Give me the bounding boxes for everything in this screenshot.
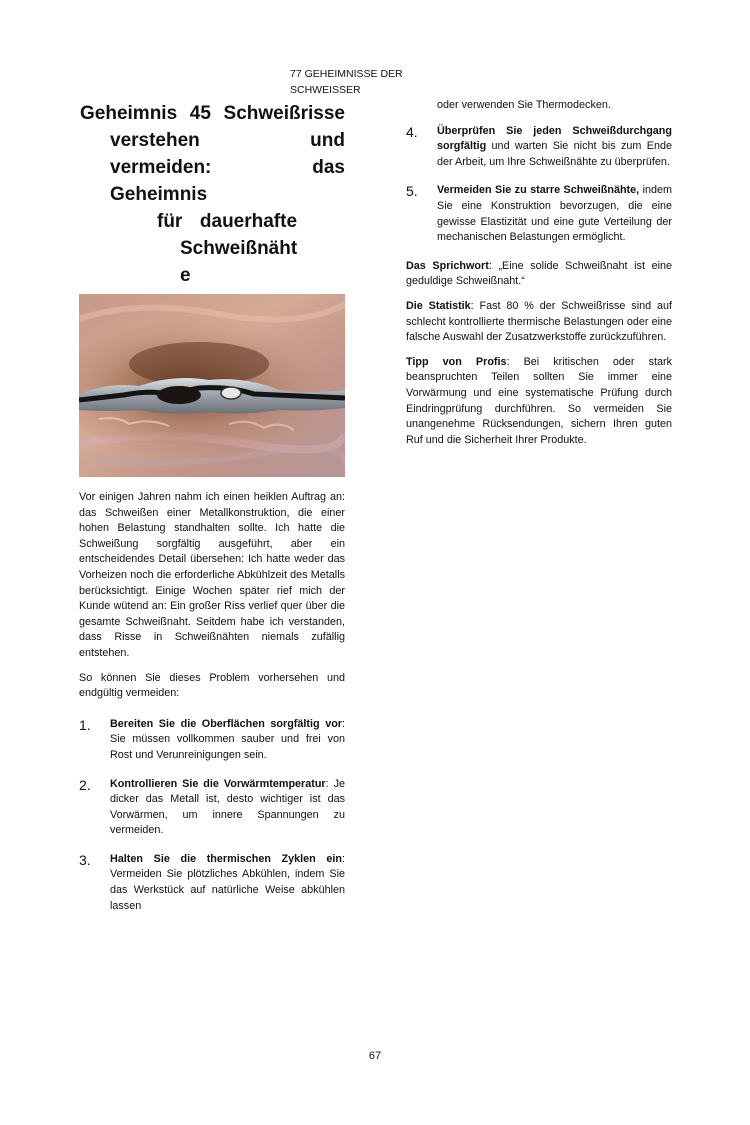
weld-crack-photo [79, 294, 345, 477]
list-item [79, 852, 345, 914]
title-word: Schweißrisse [223, 103, 345, 124]
pro-tip-paragraph [406, 355, 672, 449]
left-column [79, 490, 345, 927]
pro-tip-text: : Bei kritischen oder stark beanspruchten Teilen sollten Sie immer eine Vorwärmung und eine systematische Prüfung durch Eindringprüfung durchführen. So vermeiden Sie unangenehme Rücksendungen, sichern Ihren guten Ruf und die Sicherheit Ihrer Produkte. [406, 355, 672, 446]
intro-paragraph: Vor einigen Jahren nahm ich einen heiklen Auftrag an: das Schweißen einer Metallkonstruktion, die einer hohen Belastung standhalten sollte. Ich hatte die Schweißung sorgfältig ausgeführt, aber ein entscheidendes Detail übersehen: Ich hatte weder das Vorheizen noch die erforderliche Abkühlzeit des Metalls berücksichtigt. Einige Wochen später rief mich der Kunde wütend an: Ein großer Riss verlief quer über die gesamte Schweißnaht. Seitdem habe ich verstanden, dass Risse in Schweißnähten niemals zufällig entstehen. [79, 491, 345, 659]
statistic-text: : Fast 80 % der Schweißrisse sind auf schlecht kontrollierte thermische Belastungen oder eine falsche Auswahl der Zusatzwerkstoffe zurückzuführen. [406, 299, 672, 344]
pro-tip-label: Tipp von Profis [406, 355, 507, 368]
proverb-paragraph [406, 259, 672, 290]
list-item [406, 124, 672, 171]
page-number: 67 [368, 1050, 382, 1062]
intro-lead-in: So können Sie dieses Problem vorhersehen und endgültig vermeiden: [79, 671, 345, 700]
list-number: 4. [406, 123, 418, 140]
title-line [80, 262, 345, 289]
right-column [406, 98, 672, 457]
list-number: 5. [406, 183, 418, 200]
list-item-title: Kontrollieren Sie die Vorwärmtemperatur [110, 777, 326, 790]
title-line [80, 127, 345, 154]
list-item [79, 717, 345, 764]
title-word: Geheimnis [110, 184, 208, 205]
list-number: 1. [79, 716, 91, 733]
title-word: 45 [189, 103, 211, 124]
title-word: und [310, 130, 345, 151]
list-item [79, 777, 345, 839]
title-line [80, 154, 345, 181]
proverb-label: Das Sprichwort [406, 259, 489, 272]
list-item-title: Halten Sie die thermischen Zyklen ein [110, 852, 342, 865]
title-word: verstehen [110, 130, 200, 151]
list-item-text: indem Sie eine Konstruktion bevorzugen, die eine gewisse Elastizität und eine gute Verteilung der mechanischen Belastungen ermöglicht. [437, 184, 672, 244]
statistic-paragraph [406, 299, 672, 346]
title-word: e [180, 265, 191, 286]
list-number: 3. [79, 851, 91, 868]
statistic-label: Die Statistik [406, 299, 471, 312]
title-line [80, 208, 345, 235]
list-item-text: : Je dicker das Metall ist, desto wichtiger ist das Vorwärmen, um innere Spannungen zu vermeiden. [110, 777, 345, 837]
list-item-text: : Vermeiden Sie plötzliches Abkühlen, indem Sie das Werkstück auf natürliche Weise abkühlen lassen [110, 852, 345, 912]
list-item [406, 183, 672, 245]
list-item-title: Überprüfen Sie jeden Schweißdurchgang sorgfältig [437, 124, 672, 153]
title-word: dauerhafte [199, 211, 298, 232]
title-word: vermeiden: [110, 157, 212, 178]
title-line [80, 235, 345, 262]
running-header: 77 GEHEIMNISSE DER SCHWEISSER [290, 68, 403, 96]
weld-crack-image [79, 294, 345, 477]
title-line [80, 181, 345, 208]
list-item-text: : Sie müssen vollkommen sauber und frei von Rost und Verunreinigungen sein. [110, 717, 345, 761]
title-word: Geheimnis [80, 103, 178, 124]
title-word: für [157, 211, 183, 232]
list-number: 2. [79, 776, 91, 793]
list-item-continuation: oder verwenden Sie Thermodecken. [437, 99, 611, 111]
list-item-text: und warten Sie nicht bis zum Ende der Arbeit, um Ihre Schweißnähte zu überprüfen. [437, 140, 672, 168]
title-line [80, 100, 345, 127]
chapter-title [80, 100, 345, 289]
title-word: das [312, 157, 345, 178]
title-word: Schweißnäht [180, 238, 298, 259]
list-item-title: Vermeiden Sie zu starre Schweißnähte, [437, 184, 640, 197]
list-item-title: Bereiten Sie die Oberflächen sorgfältig vor [110, 717, 342, 730]
proverb-text: : „Eine solide Schweißnaht ist eine geduldige Schweißnaht.“ [406, 259, 672, 288]
